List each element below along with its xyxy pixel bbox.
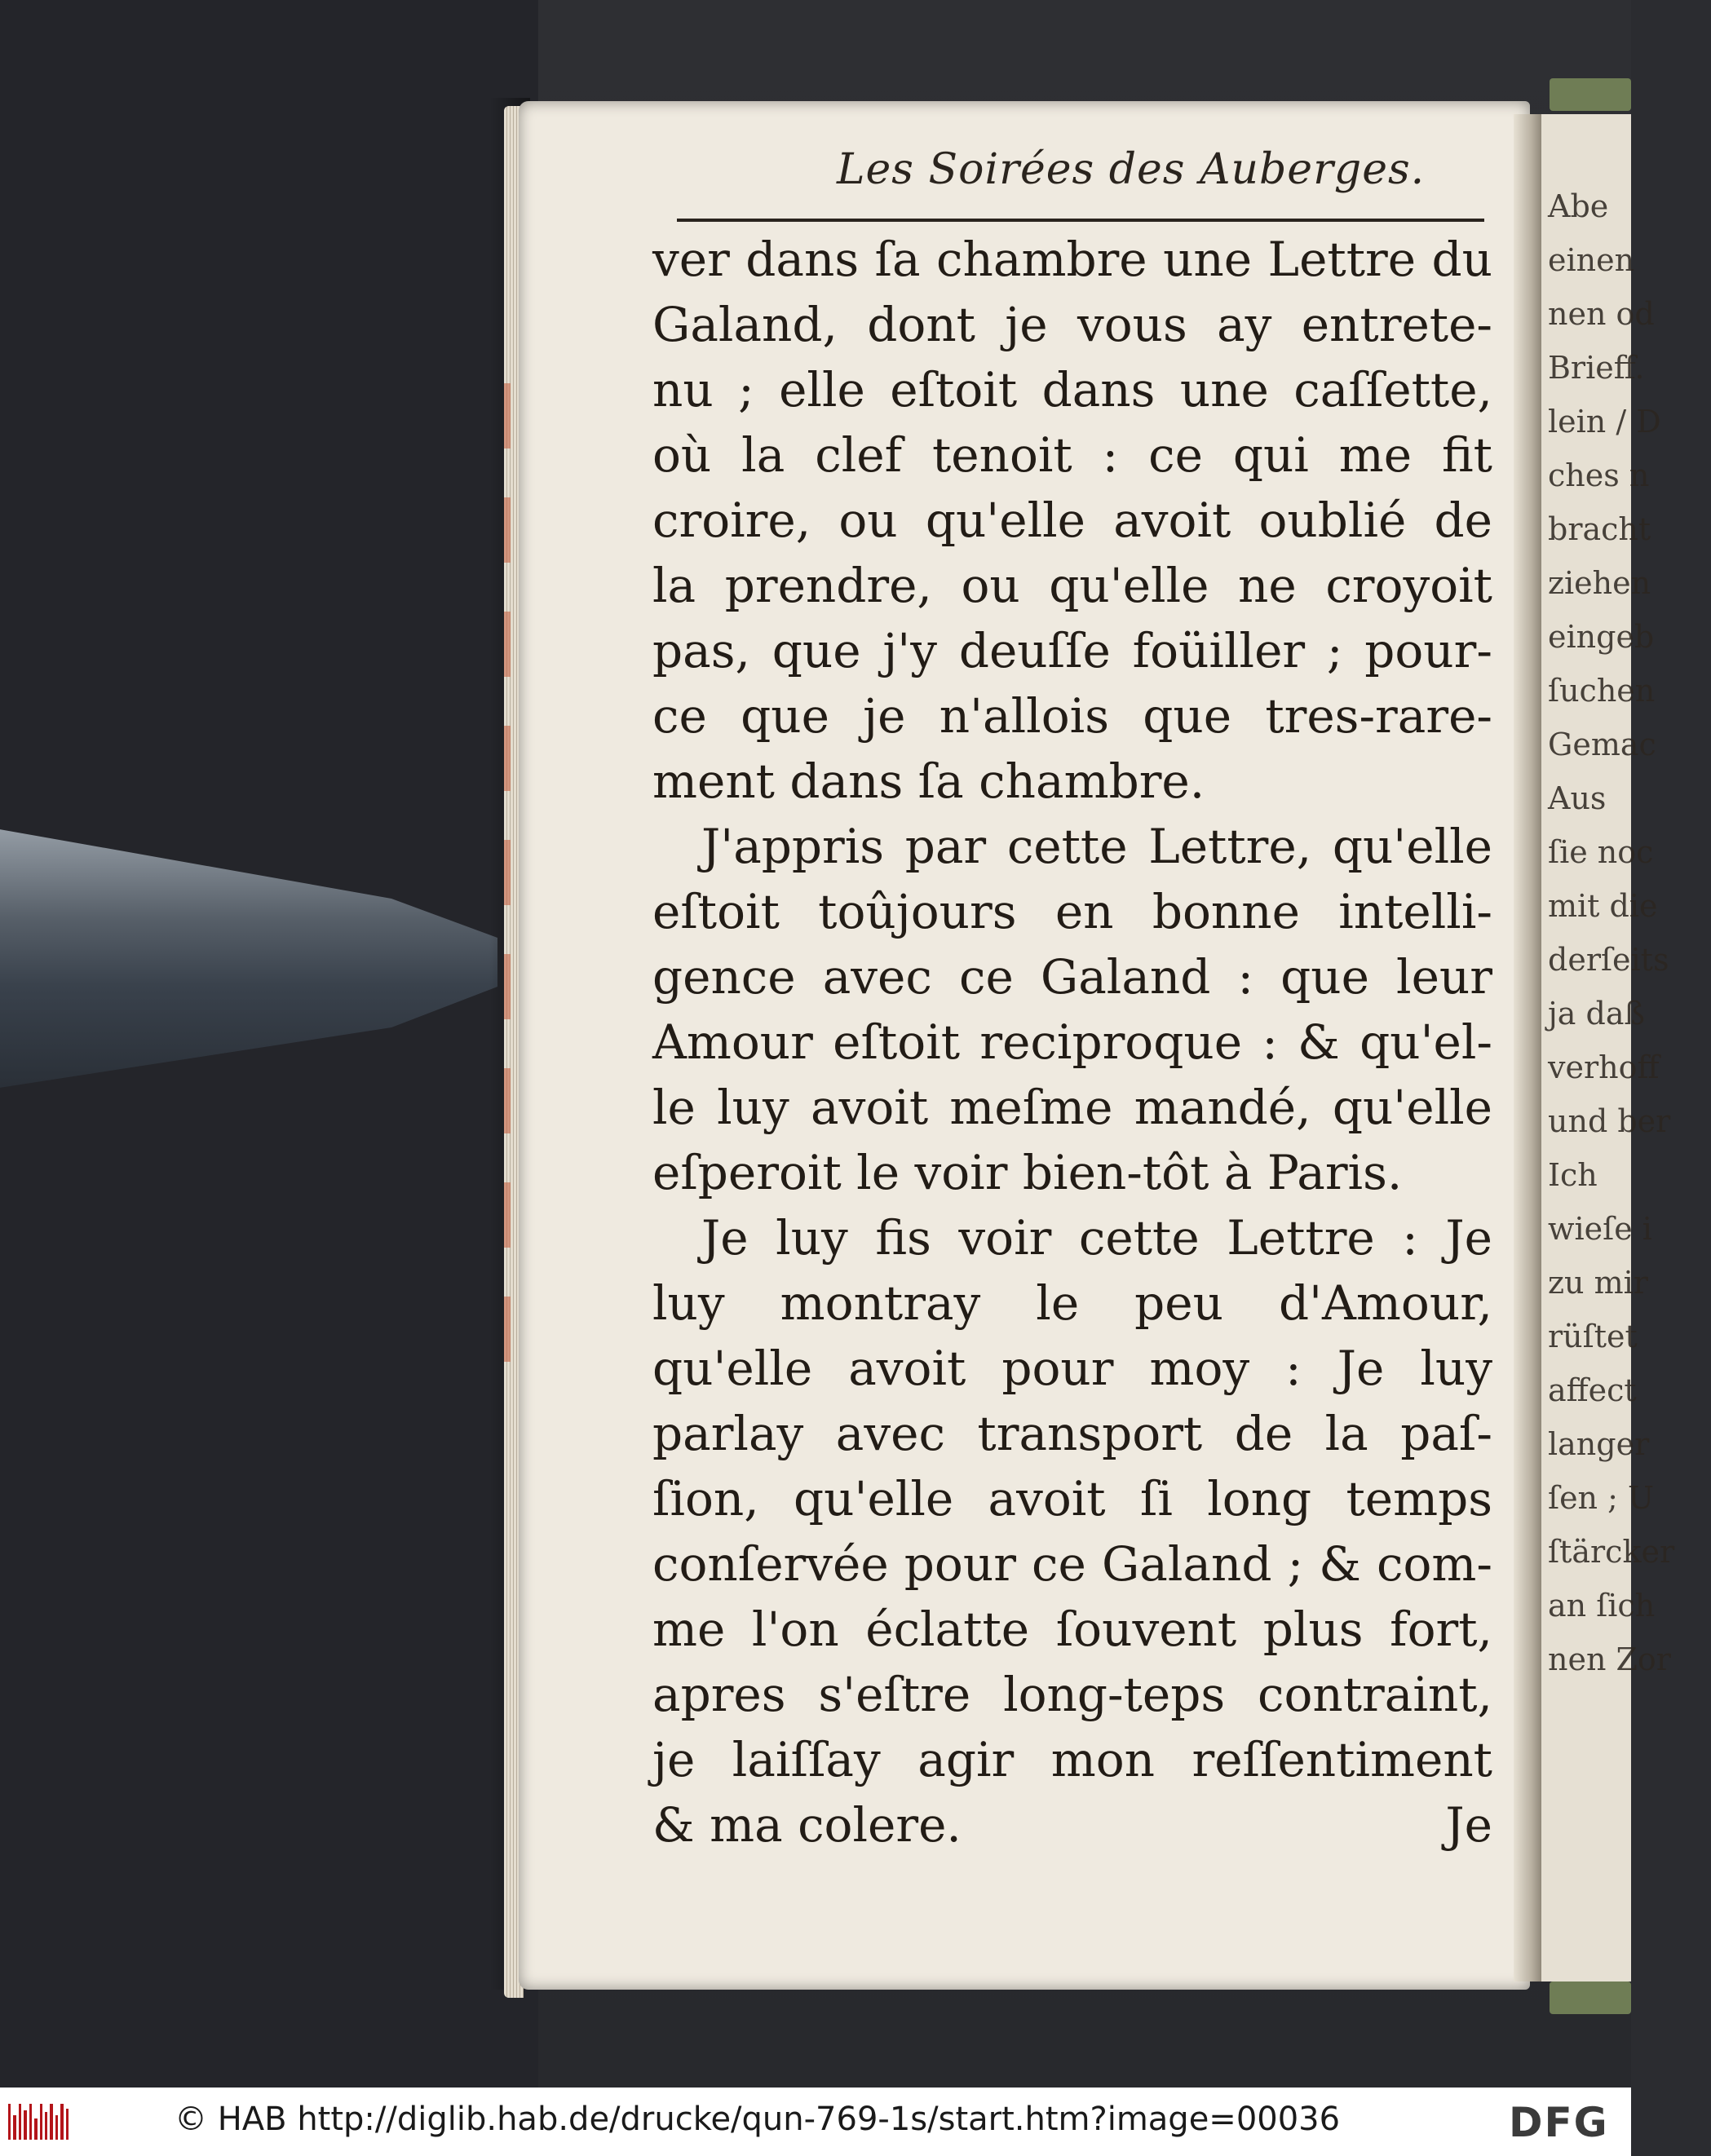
text-line: nu ; elle eſtoit dans une caſſette, <box>652 362 1492 418</box>
text-line: ment dans ſa chambre. <box>652 753 1205 809</box>
facing-fragment: verhoff <box>1548 1049 1660 1085</box>
facing-fragment: wieſe i <box>1548 1211 1652 1247</box>
facing-fragment: eingeb <box>1548 619 1655 655</box>
facing-fragment: mit die <box>1548 888 1658 924</box>
facing-fragment: ches n <box>1548 457 1650 493</box>
text-line: la prendre, ou qu'elle ne croyoit <box>652 558 1492 613</box>
facing-fragment: ſen ; U <box>1548 1480 1655 1516</box>
text-line: le luy avoit meſme mandé, qu'elle <box>652 1080 1492 1135</box>
text-line: eſtoit toûjours en bonne intelli- <box>652 884 1492 939</box>
text-line: pas, que j'y deuſſe foüiller ; pour- <box>652 623 1492 678</box>
dfg-logo: DFG <box>1509 2099 1609 2146</box>
text-line: qu'elle avoit pour moy : Je luy <box>652 1341 1492 1396</box>
facing-fragment: Gemac <box>1548 727 1656 762</box>
facing-fragment: zu mir <box>1548 1265 1648 1301</box>
facing-fragment: einen <box>1548 242 1635 278</box>
facing-fragment: ſie noc <box>1548 834 1654 870</box>
source-citation: © HAB http://diglib.hab.de/drucke/qun-769-1s/start.htm?image=00036 <box>175 2101 1341 2138</box>
facing-fragment: derſeits <box>1548 942 1669 978</box>
text-line: je laiſſay agir mon reſſentiment <box>652 1732 1492 1787</box>
facing-fragment: ſuchen <box>1548 673 1656 709</box>
text-line: ver dans ſa chambre une Lettre du <box>652 232 1492 287</box>
hab-barcode-logo-icon <box>8 2104 69 2140</box>
text-line: ce que je n'allois que tres-rare- <box>652 688 1492 744</box>
facing-fragment: Brieff. <box>1548 350 1645 386</box>
binding-edge-bottom <box>1550 1981 1631 2014</box>
page-body-text <box>652 227 1492 1858</box>
text-line: J'appris par cette Lettre, qu'elle <box>701 819 1492 874</box>
facing-fragment: Ich <box>1548 1157 1598 1193</box>
facing-fragment: ziehen <box>1548 565 1651 601</box>
facing-fragment: bracht <box>1548 511 1651 547</box>
facing-fragment: nen Zor <box>1548 1641 1671 1677</box>
facing-fragment: nen od <box>1548 296 1655 332</box>
footer-bar <box>0 2088 1631 2156</box>
facing-fragment: und ber <box>1548 1103 1671 1139</box>
page-gutter <box>1514 114 1543 1981</box>
text-line: croire, ou qu'elle avoit oublié de <box>652 493 1492 548</box>
facing-page-fragments <box>1548 179 1711 1686</box>
facing-fragment: Abe <box>1548 188 1609 224</box>
text-line: gence avec ce Galand : que leur <box>652 949 1492 1005</box>
text-line: conſervée pour ce Galand ; & com- <box>652 1536 1492 1592</box>
text-line: & ma colere. <box>652 1797 962 1853</box>
text-line: apres s'eſtre long-teps contraint, <box>652 1667 1492 1722</box>
facing-fragment: an ſich <box>1548 1588 1656 1624</box>
text-line: ſion, qu'elle avoit ſi long temps <box>652 1471 1492 1526</box>
catchword: Je <box>1445 1797 1492 1853</box>
facing-fragment: rüſtet <box>1548 1319 1638 1354</box>
text-line: Je luy fis voir cette Lettre : Je <box>701 1210 1492 1266</box>
facing-fragment: langer <box>1548 1426 1650 1462</box>
text-line: me l'on éclatte ſouvent plus fort, <box>652 1602 1492 1657</box>
header-rule <box>677 219 1484 222</box>
facing-fragment: Aus <box>1548 780 1607 816</box>
last-line-row <box>652 1792 1492 1858</box>
facing-fragment: lein / D <box>1548 404 1661 440</box>
text-line: Galand, dont je vous ay entrete- <box>652 297 1492 352</box>
facing-page <box>1541 114 1675 1981</box>
text-line: Amour eſtoit reciproque : & qu'el- <box>652 1014 1492 1070</box>
text-line: luy montray le peu d'Amour, <box>652 1275 1492 1331</box>
text-line: eſperoit le voir bien-tôt à Paris. <box>652 1145 1403 1200</box>
facing-fragment: affect <box>1548 1372 1637 1408</box>
text-line: où la clef tenoit : ce qui me fit <box>652 427 1492 483</box>
binding-edge-top <box>1550 78 1631 111</box>
facing-fragment: ſtärcker <box>1548 1534 1675 1570</box>
facing-fragment: ja daß <box>1548 996 1645 1032</box>
text-line: parlay avec transport de la paſ- <box>652 1406 1492 1461</box>
running-title: Les Soirées des Auberges. <box>837 145 1426 194</box>
